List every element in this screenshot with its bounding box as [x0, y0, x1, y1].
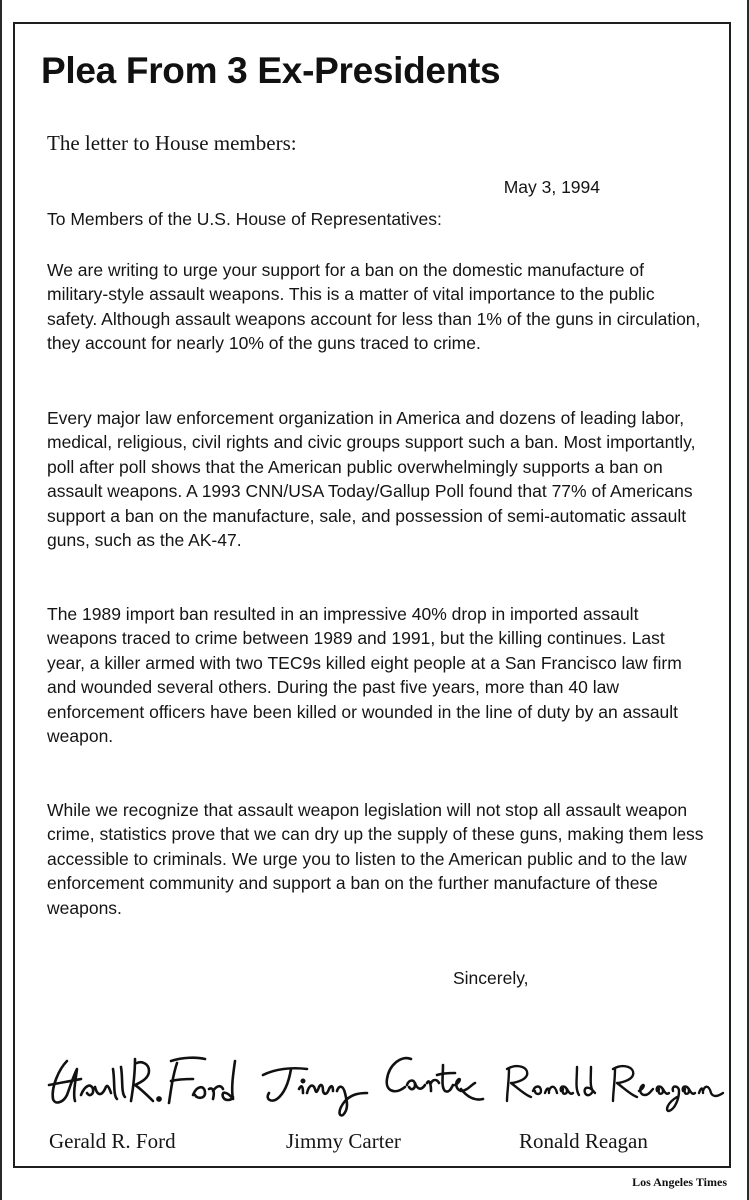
left-edge-rule — [0, 0, 2, 1200]
signature-reagan — [499, 1039, 729, 1119]
reagan-signature-image — [499, 1039, 729, 1119]
ford-signature-image — [37, 1039, 257, 1119]
headline: Plea From 3 Ex-Presidents — [41, 50, 501, 91]
signer-name-carter: Jimmy Carter — [286, 1129, 401, 1153]
body-paragraph-3: The 1989 import ban resulted in an impressive 40% drop in imported assault weapons traced to crime between 1989 and 1991, but the killing continues. Last year, a killer armed with two TEC9s killed eight people at a San Francisco law firm and wounded several others. During the past five years, more than 40 law enforcement officers have been killed or wounded in the line of duty by an assault weapon. — [47, 604, 682, 747]
signature-carter — [255, 1039, 485, 1119]
body-paragraph-4: While we recognize that assault weapon legislation will not stop all assault weapon crime, statistics prove that we can dry up the supply of these guns, making them less accessible to criminals. We urge you to listen to the American public and to the law enforcement community and support a ban on the further manufacture of these weapons. — [47, 800, 704, 918]
body-paragraph-1: We are writing to urge your support for a ban on the domestic manufacture of military-style assault weapons. This is a matter of vital importance to the public safety. Although assault weapons account for less than 1% of the guns in circulation, they account for nearly 10% of the guns traced to crime. — [47, 260, 701, 354]
source-credit: Los Angeles Times — [632, 1175, 727, 1189]
subhead: The letter to House members: — [47, 131, 297, 155]
letter-box — [13, 22, 731, 1168]
signer-name-ford: Gerald R. Ford — [49, 1129, 176, 1153]
signer-name-reagan: Ronald Reagan — [519, 1129, 648, 1153]
salutation: To Members of the U.S. House of Representatives: — [47, 209, 442, 229]
closing: Sincerely, — [453, 968, 529, 988]
letter-date: May 3, 1994 — [503, 177, 600, 197]
body-paragraph-2: Every major law enforcement organization in America and dozens of leading labor, medical, religious, civil rights and civic groups support such a ban. Most importantly, poll after poll shows that the American public overwhelmingly supports a ban on assault weapons. A 1993 CNN/USA Today/Gallup Poll found that 77% of Americans support a ban on the manufacture, sale, and possession of semi-automatic assault guns, such as the AK-47. — [47, 408, 696, 551]
carter-signature-image — [255, 1039, 485, 1119]
signature-ford — [37, 1039, 257, 1119]
